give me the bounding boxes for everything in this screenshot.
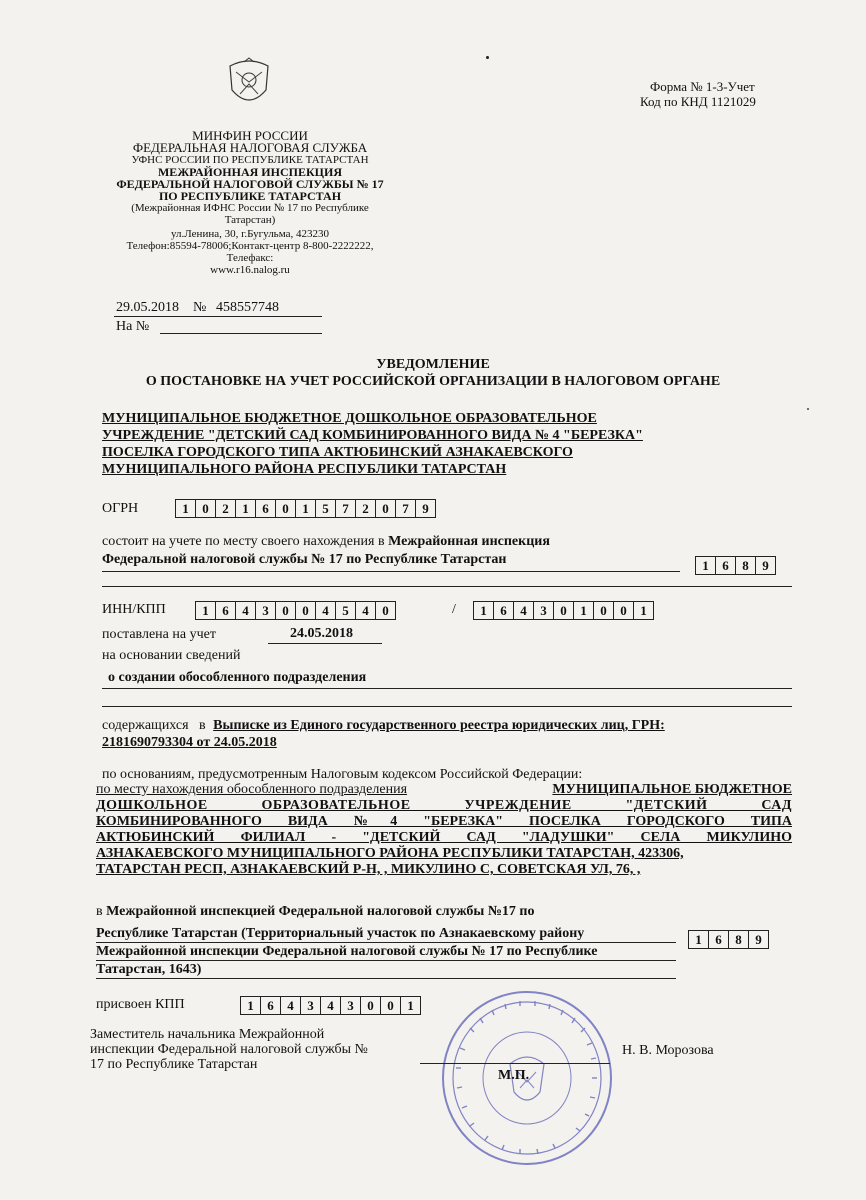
issuer-block <box>100 130 400 276</box>
grounds-line-1 <box>96 782 792 798</box>
inn-digit: 1 <box>195 601 216 620</box>
assigned-kpp-digit: 0 <box>380 996 401 1015</box>
contained-line-1 <box>102 718 792 734</box>
signatory-position <box>90 1027 368 1072</box>
position-line-1: Заместитель начальника Межрайонной <box>90 1027 325 1042</box>
registered-underline <box>102 571 680 572</box>
grounds-line-3: КОМБИНИРОВАННОГО ВИДА №4 "БЕРЕЗКА" ПОСЕЛКА ГОРОДСКОГО ТИПА <box>96 814 792 829</box>
inn-kpp-slash: / <box>452 602 456 617</box>
kpp-digit: 3 <box>533 601 554 620</box>
registered-authority-2: Федеральной налоговой службы № 17 по Республике Татарстан <box>102 552 507 567</box>
inn-digit: 0 <box>375 601 396 620</box>
reference-underline <box>114 316 322 317</box>
ogrn-digit: 9 <box>415 499 436 518</box>
kpp-digit: 1 <box>573 601 594 620</box>
branch-underline-1 <box>96 942 676 943</box>
reference-number: 458557748 <box>216 300 279 315</box>
branch-code-digit: 8 <box>728 930 749 949</box>
inn-digit: 4 <box>315 601 336 620</box>
assigned-kpp-digit: 4 <box>280 996 301 1015</box>
issuer-inspection-2: ФЕДЕРАЛЬНОЙ НАЛОГОВОЙ СЛУЖБЫ № 17 <box>116 177 384 191</box>
inn-digit: 4 <box>235 601 256 620</box>
basis-label: на основании сведений <box>102 648 241 663</box>
issuer-service: ФЕДЕРАЛЬНАЯ НАЛОГОВАЯ СЛУЖБА <box>132 140 368 155</box>
grounds-text: по основаниям, предусмотренным Налоговым кодексом Российской Федерации: <box>102 767 583 782</box>
grounds-line-6: ТАТАРСТАН РЕСП, АЗНАКАЕВСКИЙ Р-Н, , МИКУЛИНО С, СОВЕТСКАЯ УЛ, 76, , <box>96 862 641 877</box>
registered-code-cells <box>695 556 776 575</box>
ogrn-digit: 6 <box>255 499 276 518</box>
basis-underline-2 <box>102 706 792 707</box>
registration-date: 24.05.2018 <box>290 626 353 641</box>
branch-authority-1: Межрайонной инспекцией Федеральной налоговой службы №17 по <box>106 904 535 919</box>
org-name-line-2: УЧРЕЖДЕНИЕ "ДЕТСКИЙ САД КОМБИНИРОВАННОГО ВИДА № 4 "БЕРЕЗКА" <box>102 428 643 443</box>
issuer-ministry: МИНФИН РОССИИ <box>192 128 308 143</box>
issuer-fax: Телефакс: <box>226 252 274 264</box>
assigned-kpp-label: присвоен КПП <box>96 997 185 1012</box>
registered-underline-2 <box>102 586 792 587</box>
branch-code-digit: 9 <box>748 930 769 949</box>
branch-code-digit: 1 <box>688 930 709 949</box>
registered-authority-1: Межрайонная инспекция <box>388 534 550 549</box>
knd-code: Код по КНД 1121029 <box>640 94 756 109</box>
title-line-2: О ПОСТАНОВКЕ НА УЧЕТ РОССИЙСКОЙ ОРГАНИЗАЦИИ В НАЛОГОВОМ ОРГАНЕ <box>145 374 721 389</box>
ogrn-cells <box>175 499 436 518</box>
ogrn-digit: 1 <box>295 499 316 518</box>
org-name-line-3: ПОСЕЛКА ГОРОДСКОГО ТИПА АКТЮБИНСКИЙ АЗНАКАЕВСКОГО <box>102 445 573 460</box>
na-underline <box>160 333 322 334</box>
kpp-digit: 1 <box>473 601 494 620</box>
reference-number-sign: № <box>193 300 207 315</box>
kpp-digit: 1 <box>633 601 654 620</box>
branch-code-digit: 6 <box>708 930 729 949</box>
org-name-line-1: МУНИЦИПАЛЬНОЕ БЮДЖЕТНОЕ ДОШКОЛЬНОЕ ОБРАЗОВАТЕЛЬНОЕ <box>102 411 597 426</box>
inn-digit: 4 <box>355 601 376 620</box>
kpp-digit: 0 <box>613 601 634 620</box>
branch-underline-2 <box>96 960 676 961</box>
page-title <box>0 356 866 390</box>
registered-line-1 <box>102 534 550 550</box>
na-label: На № <box>116 319 150 334</box>
grounds-line-5: АЗНАКАЕВСКОГО МУНИЦИПАЛЬНОГО РАЙОНА РЕСПУБЛИКИ ТАТАРСТАН, 423306, <box>96 846 684 861</box>
assigned-kpp-cells <box>240 996 421 1015</box>
ogrn-digit: 0 <box>275 499 296 518</box>
kpp-digit: 0 <box>553 601 574 620</box>
branch-authority-line-1 <box>96 904 534 920</box>
coat-of-arms-emblem <box>226 54 272 110</box>
issuer-address: ул.Ленина, 30, г.Бугульма, 423230 <box>171 228 329 240</box>
seal-mark: М.П. <box>498 1068 530 1083</box>
ogrn-digit: 0 <box>375 499 396 518</box>
ogrn-digit: 5 <box>315 499 336 518</box>
ogrn-digit: 0 <box>195 499 216 518</box>
ogrn-digit: 1 <box>235 499 256 518</box>
contained-source-1: Выписке из Единого государственного реестра юридических лиц, ГРН: <box>213 718 665 733</box>
ogrn-digit: 7 <box>335 499 356 518</box>
assigned-kpp-digit: 3 <box>300 996 321 1015</box>
registered-prefix: состоит на учете по месту своего нахождения в <box>102 534 385 549</box>
authority-code-digit: 6 <box>715 556 736 575</box>
inn-cells <box>195 601 396 620</box>
paper-speck <box>486 56 489 59</box>
grounds-line-2: ДОШКОЛЬНОЕ ОБРАЗОВАТЕЛЬНОЕ УЧРЕЖДЕНИЕ "ДЕТСКИЙ САД <box>96 798 792 813</box>
issuer-inspection: МЕЖРАЙОННАЯ ИНСПЕКЦИЯ <box>157 165 343 179</box>
assigned-kpp-digit: 3 <box>340 996 361 1015</box>
assigned-kpp-digit: 6 <box>260 996 281 1015</box>
paper-speck <box>807 408 809 410</box>
issuer-website: www.r16.nalog.ru <box>210 264 290 276</box>
issuer-short-name-2: Татарстан) <box>224 214 276 226</box>
issuer-phone: Телефон:85594-78006;Контакт-центр 8-800-2222222, <box>126 240 374 252</box>
kpp-cells <box>473 601 654 620</box>
inn-digit: 6 <box>215 601 236 620</box>
grounds-line-4: АКТЮБИНСКИЙ ФИЛИАЛ - "ДЕТСКИЙ САД "ЛАДУШКИ" СЕЛА МИКУЛИНО <box>96 830 792 845</box>
kpp-digit: 4 <box>513 601 534 620</box>
authority-code-digit: 1 <box>695 556 716 575</box>
assigned-kpp-digit: 0 <box>360 996 381 1015</box>
form-number: Форма № 1-3-Учет <box>650 79 755 94</box>
inn-kpp-label: ИНН/КПП <box>102 602 166 617</box>
branch-authority-4: Татарстан, 1643) <box>96 962 202 977</box>
ogrn-label: ОГРН <box>102 501 139 516</box>
signature-line <box>420 1063 610 1064</box>
ogrn-digit: 2 <box>215 499 236 518</box>
authority-code-digit: 8 <box>735 556 756 575</box>
basis-value: о создании обособленного подразделения <box>108 670 367 685</box>
inn-digit: 0 <box>275 601 296 620</box>
branch-code-cells <box>688 930 769 949</box>
ogrn-digit: 1 <box>175 499 196 518</box>
branch-underline-3 <box>96 978 676 979</box>
ogrn-digit: 7 <box>395 499 416 518</box>
grounds-plain: по месту нахождения обособленного подразделения <box>96 782 408 797</box>
kpp-digit: 0 <box>593 601 614 620</box>
basis-underline <box>102 688 792 689</box>
contained-source-2: 2181690793304 от 24.05.2018 <box>102 735 277 750</box>
branch-authority-2: Республике Татарстан (Территориальный участок по Азнакаевскому району <box>96 926 585 941</box>
grounds-bold-1: МУНИЦИПАЛЬНОЕ БЮДЖЕТНОЕ <box>552 782 792 797</box>
issuer-short-name: (Межрайонная ИФНС России № 17 по Республике <box>131 202 369 214</box>
authority-code-digit: 9 <box>755 556 776 575</box>
issuer-inspection-3: ПО РЕСПУБЛИКЕ ТАТАРСТАН <box>158 189 342 203</box>
inn-digit: 0 <box>295 601 316 620</box>
inn-digit: 3 <box>255 601 276 620</box>
position-line-2: инспекции Федеральной налоговой службы № <box>90 1042 368 1057</box>
registration-date-underline <box>268 643 382 644</box>
assigned-kpp-digit: 1 <box>400 996 421 1015</box>
issuer-ufns: УФНС РОССИИ ПО РЕСПУБЛИКЕ ТАТАРСТАН <box>131 154 369 166</box>
org-name-line-4: МУНИЦИПАЛЬНОГО РАЙОНА РЕСПУБЛИКИ ТАТАРСТАН <box>102 462 507 477</box>
position-line-3: 17 по Республике Татарстан <box>90 1057 258 1072</box>
title-line-1: УВЕДОМЛЕНИЕ <box>376 357 490 372</box>
contained-prefix: содержащихся в <box>102 718 206 733</box>
registration-label: поставлена на учет <box>102 627 216 642</box>
inn-digit: 5 <box>335 601 356 620</box>
assigned-kpp-digit: 1 <box>240 996 261 1015</box>
ogrn-digit: 2 <box>355 499 376 518</box>
reference-date: 29.05.2018 <box>116 300 179 315</box>
grounds-block <box>96 782 792 878</box>
branch-authority-3: Межрайонной инспекции Федеральной налоговой службы № 17 по Республике <box>96 944 598 959</box>
branch-prefix: в <box>96 904 103 919</box>
kpp-digit: 6 <box>493 601 514 620</box>
organization-name <box>102 410 792 478</box>
signatory-name: Н. В. Морозова <box>622 1043 714 1058</box>
assigned-kpp-digit: 4 <box>320 996 341 1015</box>
